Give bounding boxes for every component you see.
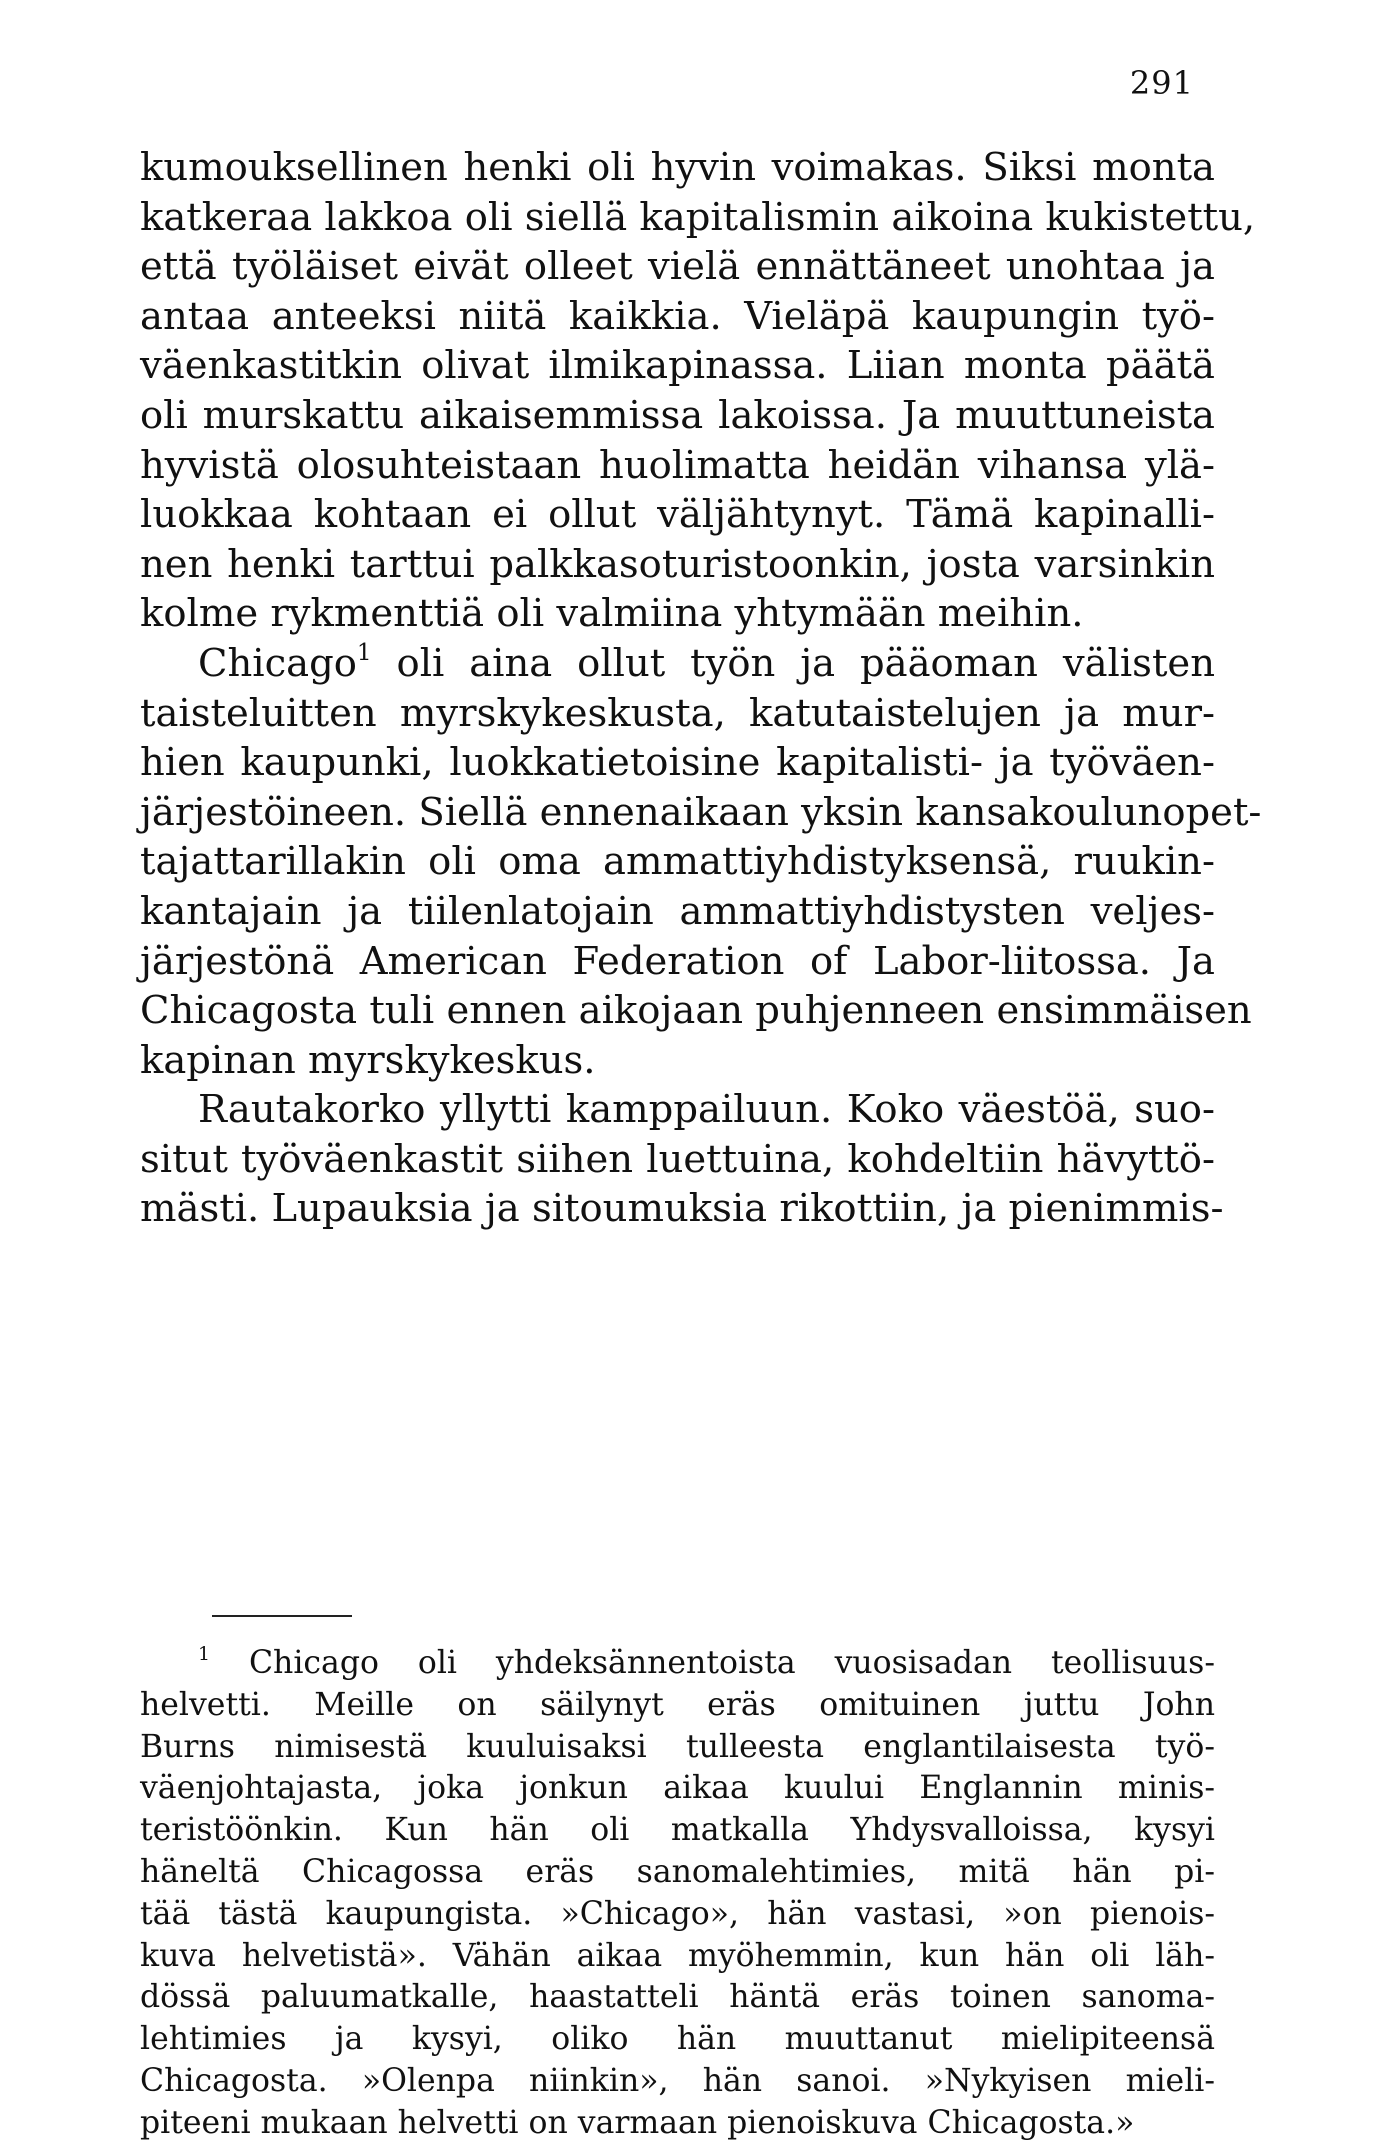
body-line: kolme rykmenttiä oli valmiina yhtymään meihin. bbox=[140, 591, 1084, 637]
body-line: kapinan myrskykeskus. bbox=[140, 1037, 596, 1083]
footnote-line: häneltä Chicagossa eräs sanomalehtimies, mitä hän pi- bbox=[140, 1853, 1215, 1890]
body-line: Chicagosta tuli ennen aikojaan puhjenneen ensimmäisen bbox=[140, 988, 1252, 1034]
footnote-line bbox=[140, 1643, 1215, 1685]
footnote-line: teristöönkin. Kun hän oli matkalla Yhdysvalloissa, kysyi bbox=[140, 1812, 1215, 1849]
footnote-text-segment: Chicago oli yhdeksännentoista vuosisadan teollisuus- bbox=[248, 1645, 1215, 1681]
body-line: mästi. Lupauksia ja sitoumuksia rikottiin, ja pienimmis- bbox=[140, 1186, 1224, 1232]
footnote-line: Burns nimisestä kuuluisaksi tulleesta englantilaisesta työ- bbox=[140, 1728, 1215, 1765]
body-line: että työläiset eivät olleet vielä ennättäneet unohtaa ja bbox=[140, 244, 1215, 290]
body-line: luokkaa kohtaan ei ollut väljähtynyt. Tämä kapinalli- bbox=[140, 492, 1215, 538]
paragraph-start-line: Rautakorko yllytti kamppailuun. Koko väestöä, suo- bbox=[198, 1087, 1215, 1133]
body-line: situt työväenkastit siihen luettuina, kohdeltiin hävyttö- bbox=[140, 1136, 1215, 1182]
paragraph-start-line bbox=[140, 639, 1215, 689]
body-line: antaa anteeksi niitä kaikkia. Vieläpä kaupungin työ- bbox=[140, 293, 1215, 339]
footnote-line: kuva helvetistä». Vähän aikaa myöhemmin, kun hän oli läh- bbox=[140, 1937, 1215, 1974]
footnote-line: lehtimies ja kysyi, oliko hän muuttanut mielipiteensä bbox=[140, 2021, 1215, 2058]
body-line: järjestönä American Federation of Labor-liitossa. Ja bbox=[140, 938, 1215, 984]
body-line: kantajain ja tiilenlatojain ammattiyhdistysten veljes- bbox=[140, 888, 1215, 934]
footnote-line: väenjohtajasta, joka jonkun aikaa kuului Englannin minis- bbox=[140, 1770, 1215, 1807]
body-line: kumouksellinen henki oli hyvin voimakas. Siksi monta bbox=[140, 145, 1215, 190]
footnote-line: Chicagosta. »Olenpa niinkin», hän sanoi. »Nykyisen mieli- bbox=[140, 2062, 1215, 2099]
footnote-reference: 1 bbox=[356, 639, 372, 666]
footnote-marker: 1 bbox=[198, 1642, 211, 1665]
body-line: hien kaupunki, luokkatietoisine kapitalisti- ja työväen- bbox=[140, 740, 1215, 786]
body-line: nen henki tarttui palkkasoturistoonkin, josta varsinkin bbox=[140, 541, 1215, 587]
body-line: oli murskattu aikaisemmissa lakoissa. Ja muuttuneista bbox=[140, 392, 1215, 438]
body-text-segment: Chicago bbox=[198, 640, 357, 686]
body-line: taisteluitten myrskykeskusta, katutaistelujen ja mur- bbox=[140, 690, 1215, 736]
footnote-line: tää tästä kaupungista. »Chicago», hän vastasi, »on pienois- bbox=[140, 1895, 1215, 1932]
body-line: väenkastitkin olivat ilmikapinassa. Liian monta päätä bbox=[140, 343, 1215, 389]
page-number: 291 bbox=[1129, 64, 1194, 102]
body-text bbox=[140, 143, 1262, 1234]
footnote-line: dössä paluumatkalle, haastatteli häntä eräs toinen sanoma- bbox=[140, 1979, 1215, 2016]
body-line: järjestöineen. Siellä ennenaikaan yksin kansakoulunopet- bbox=[140, 789, 1262, 835]
footnote-line: helvetti. Meille on säilynyt eräs omituinen juttu John bbox=[140, 1686, 1215, 1723]
footnote-line: piteeni mukaan helvetti on varmaan pienoiskuva Chicagosta.» bbox=[140, 2104, 1135, 2141]
body-text-segment: oli aina ollut työn ja pääoman välisten bbox=[396, 640, 1215, 686]
body-line: hyvistä olosuhteistaan huolimatta heidän vihansa ylä- bbox=[140, 442, 1215, 488]
body-line: tajattarillakin oli oma ammattiyhdistyksensä, ruukin- bbox=[140, 839, 1215, 885]
footnote bbox=[140, 1643, 1215, 2145]
body-line: katkeraa lakkoa oli siellä kapitalismin aikoina kukistettu, bbox=[140, 194, 1256, 240]
footnote-divider bbox=[212, 1615, 352, 1617]
